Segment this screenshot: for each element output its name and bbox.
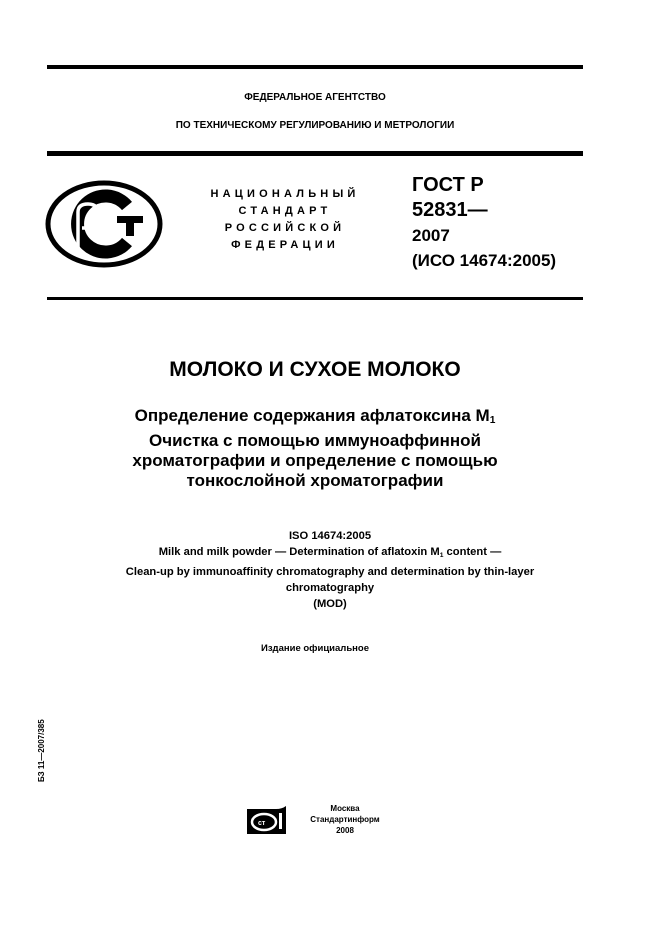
designation-iso-ref: (ИСО 14674:2005)	[412, 251, 557, 270]
subscript: 1	[489, 415, 496, 426]
iso-code: ISO 14674:2005	[288, 530, 372, 542]
agency-line-1: ФЕДЕРАЛЬНОЕ АГЕНТСТВО	[244, 92, 386, 103]
iso-reference	[47, 528, 613, 612]
standartinform-logo-icon	[246, 805, 288, 835]
standard-designation	[412, 173, 556, 273]
subscript: 1	[439, 552, 444, 559]
subtitle-line-4: тонкослойной хроматографии	[186, 471, 444, 490]
header-bottom-rule	[47, 151, 583, 156]
natstd-line-4: ФЕДЕРАЦИИ	[231, 239, 339, 251]
standard-block-rule	[47, 297, 583, 300]
subtitle-line-1	[47, 406, 583, 431]
subtitle-line-2: Очистка с помощью иммуноаффинной	[149, 431, 481, 450]
iso-title-line-4: (MOD)	[313, 598, 347, 610]
iso-title-line-1-text: Milk and milk powder — Determination of aflatoxin M	[158, 546, 440, 558]
rst-conformity-mark-icon	[45, 180, 163, 268]
iso-title-line-3: chromatography	[285, 582, 375, 594]
edition-label: Издание официальное	[261, 643, 369, 654]
designation-line-2: 52831—	[412, 199, 488, 221]
svg-text:ст: ст	[258, 820, 266, 827]
natstd-line-3: РОССИЙСКОЙ	[224, 222, 346, 234]
publisher-name: Стандартинформ	[310, 815, 380, 824]
agency-line-2: ПО ТЕХНИЧЕСКОМУ РЕГУЛИРОВАНИЮ И МЕТРОЛОГИИ	[175, 120, 455, 131]
publisher-city: Москва	[330, 804, 360, 813]
iso-title-line-1	[47, 544, 613, 564]
iso-title-line-2: Clean-up by immunoaffinity chromatography and determination by thin-layer	[125, 566, 535, 578]
document-subtitle	[47, 406, 583, 491]
document-title: МОЛОКО И СУХОЕ МОЛОКО	[169, 358, 461, 381]
publisher-year: 2008	[336, 826, 354, 835]
publisher-info	[290, 803, 400, 836]
iso-title-line-1-end: content —	[443, 546, 502, 558]
subtitle-line-3: хроматографии и определение с помощью	[132, 451, 498, 470]
natstd-line-1: НАЦИОНАЛЬНЫЙ	[210, 188, 360, 200]
national-standard-label	[195, 186, 375, 254]
side-registration-code: БЗ 11—2007/385	[37, 719, 46, 782]
subtitle-line-1-text: Определение содержания афлатоксина М	[134, 406, 490, 425]
top-rule	[47, 65, 583, 69]
designation-year: 2007	[412, 226, 450, 245]
designation-line-1: ГОСТ Р	[412, 174, 484, 196]
natstd-line-2: СТАНДАРТ	[238, 205, 332, 217]
